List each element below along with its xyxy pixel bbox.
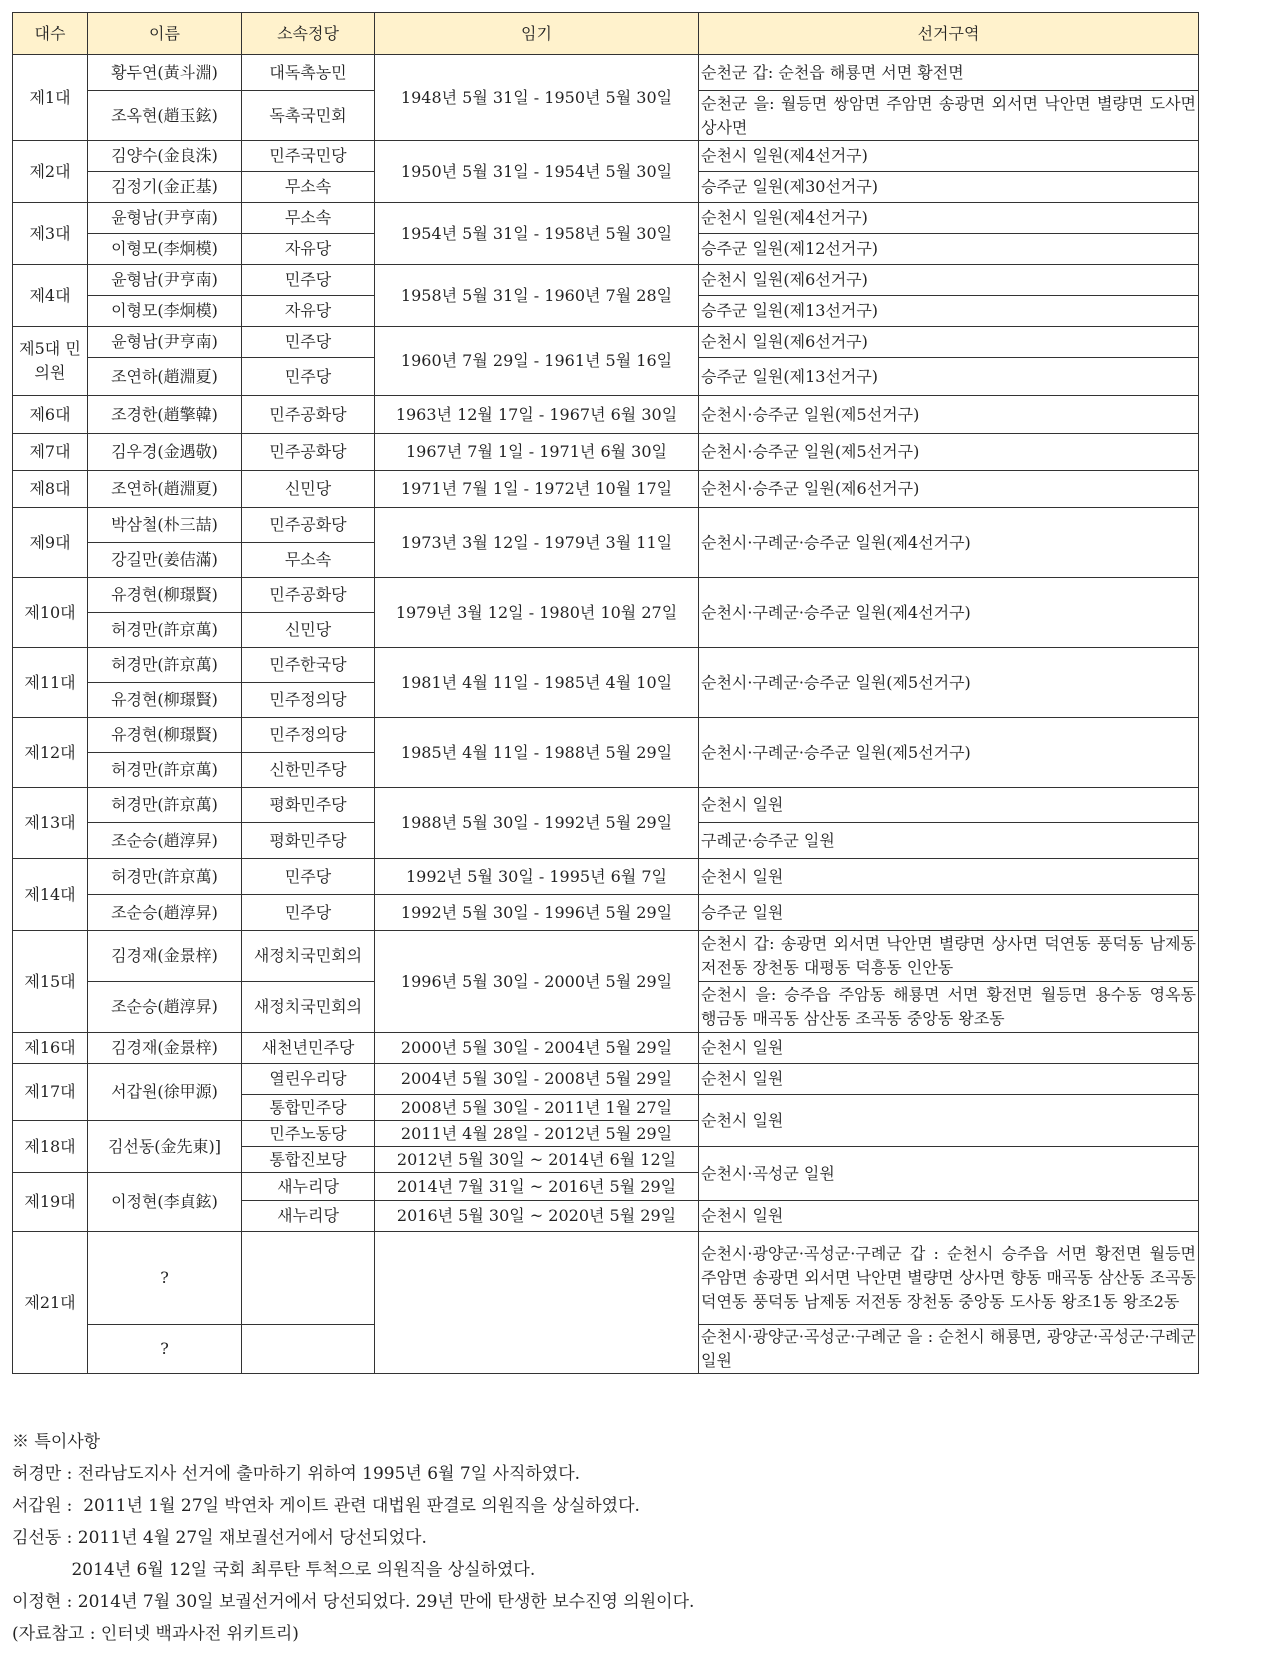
term-cell: 제5대 민의원 bbox=[13, 327, 88, 396]
period-cell: 2004년 5월 30일 - 2008년 5월 29일 bbox=[375, 1064, 699, 1095]
name-cell: 윤형남(尹亨南) bbox=[88, 203, 242, 234]
table-row bbox=[13, 203, 1199, 234]
name-cell: 허경만(許京萬) bbox=[88, 788, 242, 823]
district-cell: 순천시 일원(제6선거구) bbox=[699, 327, 1199, 358]
term-cell: 제21대 bbox=[13, 1232, 88, 1374]
table-row bbox=[13, 1232, 1199, 1325]
notes-section bbox=[12, 1426, 694, 1650]
name-cell: 박삼철(朴三喆) bbox=[88, 508, 242, 543]
name-cell: 허경만(許京萬) bbox=[88, 859, 242, 895]
table-row bbox=[13, 396, 1199, 434]
period-cell: 1992년 5월 30일 - 1996년 5월 29일 bbox=[375, 895, 699, 931]
district-cell: 순천시 일원 bbox=[699, 1064, 1199, 1095]
party-cell: 민주한국당 bbox=[242, 648, 375, 683]
party-cell: 자유당 bbox=[242, 234, 375, 265]
name-cell: 이정현(李貞鉉) bbox=[88, 1173, 242, 1232]
table-row bbox=[13, 141, 1199, 172]
party-cell: 신민당 bbox=[242, 471, 375, 508]
party-cell: 민주공화당 bbox=[242, 508, 375, 543]
name-cell: 김정기(金正基) bbox=[88, 172, 242, 203]
term-cell: 제19대 bbox=[13, 1173, 88, 1232]
table-row bbox=[13, 265, 1199, 296]
term-cell: 제11대 bbox=[13, 648, 88, 718]
table-row bbox=[13, 859, 1199, 895]
period-cell: 1971년 7월 1일 - 1972년 10월 17일 bbox=[375, 471, 699, 508]
term-cell: 제7대 bbox=[13, 434, 88, 471]
district-cell: 순천시 을: 승주읍 주암동 해룡면 서면 황전면 월등면 용수동 영옥동 행금동 매곡동 삼산동 조곡동 중앙동 왕조동 bbox=[699, 982, 1199, 1033]
party-cell: 민주공화당 bbox=[242, 396, 375, 434]
district-cell: 순천시·승주군 일원(제5선거구) bbox=[699, 434, 1199, 471]
note-line: 서갑원 : 2011년 1월 27일 박연차 게이트 관련 대법원 판결로 의원직을 상실하였다. bbox=[12, 1496, 640, 1516]
table-row bbox=[13, 471, 1199, 508]
district-cell: 순천시 일원 bbox=[699, 1095, 1199, 1147]
party-cell: 자유당 bbox=[242, 296, 375, 327]
party-cell: 신민당 bbox=[242, 613, 375, 648]
district-cell: 순천시·광양군·곡성군·구례군 을 : 순천시 해룡면, 광양군·곡성군·구례군 일원 bbox=[699, 1325, 1199, 1374]
district-cell: 순천시 일원 bbox=[699, 1201, 1199, 1232]
name-cell: 조순승(趙淳昇) bbox=[88, 982, 242, 1033]
header-period: 임기 bbox=[375, 13, 699, 55]
party-cell: 무소속 bbox=[242, 543, 375, 578]
party-cell: 새천년민주당 bbox=[242, 1033, 375, 1064]
table-row bbox=[13, 788, 1199, 823]
term-cell: 제9대 bbox=[13, 508, 88, 578]
name-cell: 조순승(趙淳昇) bbox=[88, 823, 242, 859]
party-cell: 민주공화당 bbox=[242, 434, 375, 471]
period-cell: 1950년 5월 31일 - 1954년 5월 30일 bbox=[375, 141, 699, 203]
period-cell: 2000년 5월 30일 - 2004년 5월 29일 bbox=[375, 1033, 699, 1064]
note-line: (자료참고 : 인터넷 백과사전 위키트리) bbox=[12, 1624, 299, 1644]
party-cell: 새누리당 bbox=[242, 1173, 375, 1201]
term-cell: 제8대 bbox=[13, 471, 88, 508]
district-cell: 순천시·곡성군 일원 bbox=[699, 1147, 1199, 1201]
name-cell: 조연하(趙淵夏) bbox=[88, 358, 242, 396]
party-cell: 새누리당 bbox=[242, 1201, 375, 1232]
name-cell: 이형모(李炯模) bbox=[88, 296, 242, 327]
period-cell: 1979년 3월 12일 - 1980년 10월 27일 bbox=[375, 578, 699, 648]
header-district: 선거구역 bbox=[699, 13, 1199, 55]
term-cell: 제3대 bbox=[13, 203, 88, 265]
name-cell: 이형모(李炯模) bbox=[88, 234, 242, 265]
district-cell: 순천시·구례군·승주군 일원(제5선거구) bbox=[699, 648, 1199, 718]
term-cell: 제2대 bbox=[13, 141, 88, 203]
table-row bbox=[13, 1033, 1199, 1064]
period-cell: 2011년 4월 28일 - 2012년 5월 29일 bbox=[375, 1121, 699, 1147]
name-cell: 황두연(黃斗淵) bbox=[88, 55, 242, 91]
name-cell: 유경현(柳璟賢) bbox=[88, 683, 242, 718]
period-cell: 2016년 5월 30일 ~ 2020년 5월 29일 bbox=[375, 1201, 699, 1232]
table-row bbox=[13, 718, 1199, 753]
table-header bbox=[13, 13, 1199, 55]
table-row bbox=[13, 895, 1199, 931]
name-cell: 서갑원(徐甲源) bbox=[88, 1064, 242, 1121]
district-cell: 순천시·구례군·승주군 일원(제4선거구) bbox=[699, 508, 1199, 578]
district-cell: 구례군·승주군 일원 bbox=[699, 823, 1199, 859]
period-cell: 1967년 7월 1일 - 1971년 6월 30일 bbox=[375, 434, 699, 471]
period-cell bbox=[375, 1232, 699, 1374]
name-cell: 유경현(柳璟賢) bbox=[88, 718, 242, 753]
district-cell: 순천시 일원(제4선거구) bbox=[699, 203, 1199, 234]
district-cell: 승주군 일원(제12선거구) bbox=[699, 234, 1199, 265]
party-cell bbox=[242, 1325, 375, 1374]
name-cell: 허경만(許京萬) bbox=[88, 753, 242, 788]
name-cell: 조옥현(趙玉鉉) bbox=[88, 91, 242, 141]
name-cell: 강길만(姜佶滿) bbox=[88, 543, 242, 578]
party-cell: 민주당 bbox=[242, 358, 375, 396]
period-cell: 1973년 3월 12일 - 1979년 3월 11일 bbox=[375, 508, 699, 578]
period-cell: 1996년 5월 30일 - 2000년 5월 29일 bbox=[375, 931, 699, 1033]
party-cell: 민주당 bbox=[242, 859, 375, 895]
period-cell: 2014년 7월 31일 ~ 2016년 5월 29일 bbox=[375, 1173, 699, 1201]
name-cell: 김우경(金遇敬) bbox=[88, 434, 242, 471]
table-row bbox=[13, 327, 1199, 358]
party-cell: 민주노동당 bbox=[242, 1121, 375, 1147]
name-cell: 윤형남(尹亨南) bbox=[88, 265, 242, 296]
header-term: 대수 bbox=[13, 13, 88, 55]
district-cell: 순천시·승주군 일원(제5선거구) bbox=[699, 396, 1199, 434]
table-row bbox=[13, 578, 1199, 613]
term-cell: 제10대 bbox=[13, 578, 88, 648]
party-cell: 통합민주당 bbox=[242, 1095, 375, 1121]
party-cell: 무소속 bbox=[242, 203, 375, 234]
party-cell: 민주당 bbox=[242, 895, 375, 931]
district-cell: 순천군 을: 월등면 쌍암면 주암면 송광면 외서면 낙안면 별량면 도사면 상사면 bbox=[699, 91, 1199, 141]
header-party: 소속정당 bbox=[242, 13, 375, 55]
name-cell: 허경만(許京萬) bbox=[88, 613, 242, 648]
term-cell: 제16대 bbox=[13, 1033, 88, 1064]
party-cell: 독촉국민회 bbox=[242, 91, 375, 141]
note-line: 이정현 : 2014년 7월 30일 보궐선거에서 당선되었다. 29년 만에 탄생한 보수진영 의원이다. bbox=[12, 1592, 695, 1612]
notes-title: ※ 특이사항 bbox=[12, 1432, 101, 1452]
table-row bbox=[13, 1064, 1199, 1095]
table-row bbox=[13, 434, 1199, 471]
name-cell: 허경만(許京萬) bbox=[88, 648, 242, 683]
name-cell: 김경재(金景梓) bbox=[88, 1033, 242, 1064]
period-cell: 1954년 5월 31일 - 1958년 5월 30일 bbox=[375, 203, 699, 265]
name-cell: 김선동(金先東)] bbox=[88, 1121, 242, 1173]
name-cell: ? bbox=[88, 1232, 242, 1325]
period-cell: 1992년 5월 30일 - 1995년 6월 7일 bbox=[375, 859, 699, 895]
party-cell: 평화민주당 bbox=[242, 823, 375, 859]
period-cell: 2008년 5월 30일 - 2011년 1월 27일 bbox=[375, 1095, 699, 1121]
term-cell: 제17대 bbox=[13, 1064, 88, 1121]
name-cell: 유경현(柳璟賢) bbox=[88, 578, 242, 613]
district-cell: 순천시 일원 bbox=[699, 788, 1199, 823]
party-cell: 민주당 bbox=[242, 265, 375, 296]
period-cell: 2012년 5월 30일 ~ 2014년 6월 12일 bbox=[375, 1147, 699, 1173]
term-cell: 제15대 bbox=[13, 931, 88, 1033]
district-cell: 순천시·구례군·승주군 일원(제4선거구) bbox=[699, 578, 1199, 648]
term-cell: 제14대 bbox=[13, 859, 88, 931]
period-cell: 1963년 12월 17일 - 1967년 6월 30일 bbox=[375, 396, 699, 434]
name-cell: 김양수(金良洙) bbox=[88, 141, 242, 172]
district-cell: 순천시 일원(제4선거구) bbox=[699, 141, 1199, 172]
party-cell: 열린우리당 bbox=[242, 1064, 375, 1095]
district-cell: 순천시·구례군·승주군 일원(제5선거구) bbox=[699, 718, 1199, 788]
period-cell: 1981년 4월 11일 - 1985년 4월 10일 bbox=[375, 648, 699, 718]
period-cell: 1958년 5월 31일 - 1960년 7월 28일 bbox=[375, 265, 699, 327]
party-cell: 민주공화당 bbox=[242, 578, 375, 613]
term-cell: 제4대 bbox=[13, 265, 88, 327]
period-cell: 1948년 5월 31일 - 1950년 5월 30일 bbox=[375, 55, 699, 141]
term-cell: 제13대 bbox=[13, 788, 88, 859]
district-cell: 순천군 갑: 순천읍 해룡면 서면 황전면 bbox=[699, 55, 1199, 91]
district-cell: 승주군 일원(제13선거구) bbox=[699, 358, 1199, 396]
period-cell: 1985년 4월 11일 - 1988년 5월 29일 bbox=[375, 718, 699, 788]
party-cell: 대독촉농민 bbox=[242, 55, 375, 91]
note-line: 2014년 6월 12일 국회 최루탄 투척으로 의원직을 상실하였다. bbox=[12, 1560, 536, 1580]
district-cell: 승주군 일원 bbox=[699, 895, 1199, 931]
table-row bbox=[13, 931, 1199, 982]
district-cell: 승주군 일원(제30선거구) bbox=[699, 172, 1199, 203]
district-cell: 순천시 일원(제6선거구) bbox=[699, 265, 1199, 296]
header-name: 이름 bbox=[88, 13, 242, 55]
legislator-table bbox=[12, 12, 1199, 1374]
party-cell: 평화민주당 bbox=[242, 788, 375, 823]
table-row bbox=[13, 55, 1199, 91]
district-cell: 순천시 갑: 송광면 외서면 낙안면 별량면 상사면 덕연동 풍덕동 남제동 저전동 장천동 대평동 덕흥동 인안동 bbox=[699, 931, 1199, 982]
name-cell: 조경한(趙擎韓) bbox=[88, 396, 242, 434]
party-cell: 민주당 bbox=[242, 327, 375, 358]
period-cell: 1960년 7월 29일 - 1961년 5월 16일 bbox=[375, 327, 699, 396]
table-row bbox=[13, 648, 1199, 683]
party-cell: 통합진보당 bbox=[242, 1147, 375, 1173]
term-cell: 제6대 bbox=[13, 396, 88, 434]
district-cell: 순천시 일원 bbox=[699, 859, 1199, 895]
district-cell: 순천시·승주군 일원(제6선거구) bbox=[699, 471, 1199, 508]
term-cell: 제1대 bbox=[13, 55, 88, 141]
party-cell: 새정치국민회의 bbox=[242, 982, 375, 1033]
party-cell: 민주국민당 bbox=[242, 141, 375, 172]
district-cell: 승주군 일원(제13선거구) bbox=[699, 296, 1199, 327]
term-cell: 제12대 bbox=[13, 718, 88, 788]
period-cell: 1988년 5월 30일 - 1992년 5월 29일 bbox=[375, 788, 699, 859]
note-line: 허경만 : 전라남도지사 선거에 출마하기 위하여 1995년 6월 7일 사직하였다. bbox=[12, 1464, 581, 1484]
party-cell: 신한민주당 bbox=[242, 753, 375, 788]
term-cell: 제18대 bbox=[13, 1121, 88, 1173]
party-cell: 새정치국민회의 bbox=[242, 931, 375, 982]
name-cell: 조연하(趙淵夏) bbox=[88, 471, 242, 508]
name-cell: 윤형남(尹亨南) bbox=[88, 327, 242, 358]
party-cell: 무소속 bbox=[242, 172, 375, 203]
party-cell: 민주정의당 bbox=[242, 718, 375, 753]
party-cell: 민주정의당 bbox=[242, 683, 375, 718]
district-cell: 순천시·광양군·곡성군·구례군 갑 : 순천시 승주읍 서면 황전면 월등면 주암면 송광면 외서면 낙안면 별량면 상사면 향동 매곡동 삼산동 조곡동 덕연동 풍덕동 남제동 저전동 장천동 중앙동 도사동 왕조1동 왕조2동 bbox=[699, 1232, 1199, 1325]
table-row bbox=[13, 508, 1199, 543]
district-cell: 순천시 일원 bbox=[699, 1033, 1199, 1064]
name-cell: 김경재(金景梓) bbox=[88, 931, 242, 982]
name-cell: 조순승(趙淳昇) bbox=[88, 895, 242, 931]
name-cell: ? bbox=[88, 1325, 242, 1374]
note-line: 김선동 : 2011년 4월 27일 재보궐선거에서 당선되었다. bbox=[12, 1528, 427, 1548]
party-cell bbox=[242, 1232, 375, 1325]
